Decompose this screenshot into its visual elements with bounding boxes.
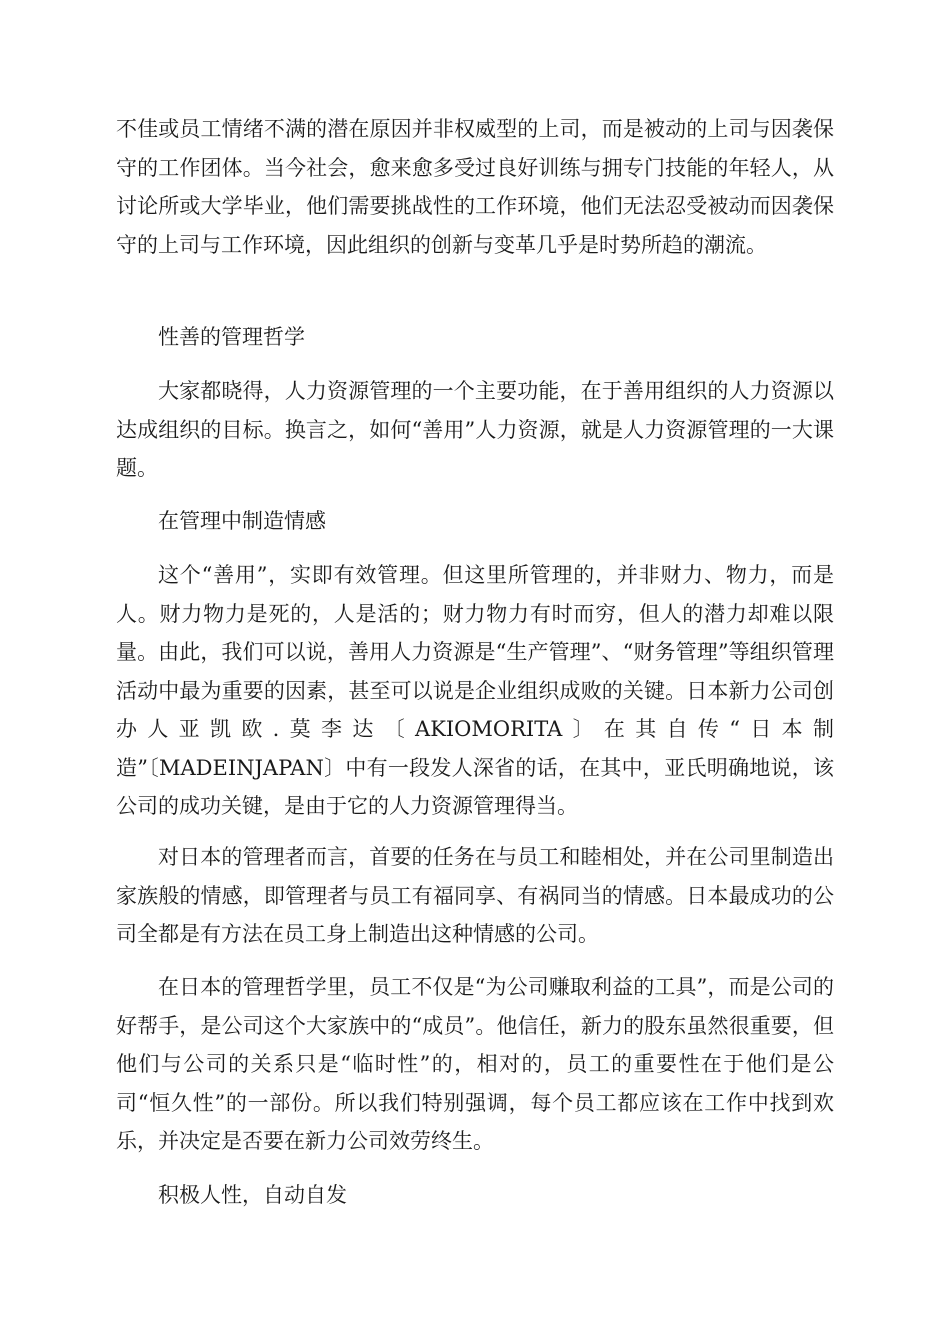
paragraph: 这个“善用”，实即有效管理。但这里所管理的，并非财力、物力，而是人。财力物力是死的，人是活的；财力物力有时而穷，但人的潜力却难以限量。由此，我们可以说，善用人力资源是“生产管理”、“财务管理”等组织管理活动中最为重要的因素，甚至可以说是企业组织成败的关键。日本新力公司创办人亚凯欧.莫李达〔AKIOMORITA〕在其自传“日本制造”〔MADEINJAPAN〕中有一段发人深省的话，在其中，亚氏明确地说，该公司的成功关键，是由于它的人力资源管理得当。	[116, 563, 834, 818]
paragraph: 对日本的管理者而言，首要的任务在与员工和睦相处，并在公司里制造出家族般的情感，即管理者与员工有福同享、有祸同当的情感。日本最成功的公司全都是有方法在员工身上制造出这种情感的公司。	[116, 845, 834, 946]
paragraph: 在日本的管理哲学里，员工不仅是“为公司赚取利益的工具”，而是公司的好帮手，是公司这个大家族中的“成员”。他信任，新力的股东虽然很重要，但他们与公司的关系只是“临时性”的，相对的，员工的重要性在于他们是公司“恒久性”的一部份。所以我们特别强调，每个员工都应该在工作中找到欢乐，并决定是否要在新力公司效劳终生。	[116, 975, 834, 1153]
section-heading: 性善的管理哲学	[158, 325, 305, 349]
paragraph-continuation: 不佳或员工情绪不满的潜在原因并非权威型的上司，而是被动的上司与因袭保守的工作团体。当今社会，愈来愈多受过良好训练与拥专门技能的年轻人，从讨论所或大学毕业，他们需要挑战性的工作环境，他们无法忍受被动而因袭保守的上司与工作环境，因此组织的创新与变革几乎是时势所趋的潮流。	[116, 117, 834, 257]
paragraph: 大家都晓得，人力资源管理的一个主要功能，在于善用组织的人力资源以达成组织的目标。换言之，如何“善用”人力资源，就是人力资源管理的一大课题。	[116, 379, 834, 480]
section-heading: 在管理中制造情感	[158, 509, 326, 533]
section-heading: 积极人性，自动自发	[158, 1183, 347, 1207]
